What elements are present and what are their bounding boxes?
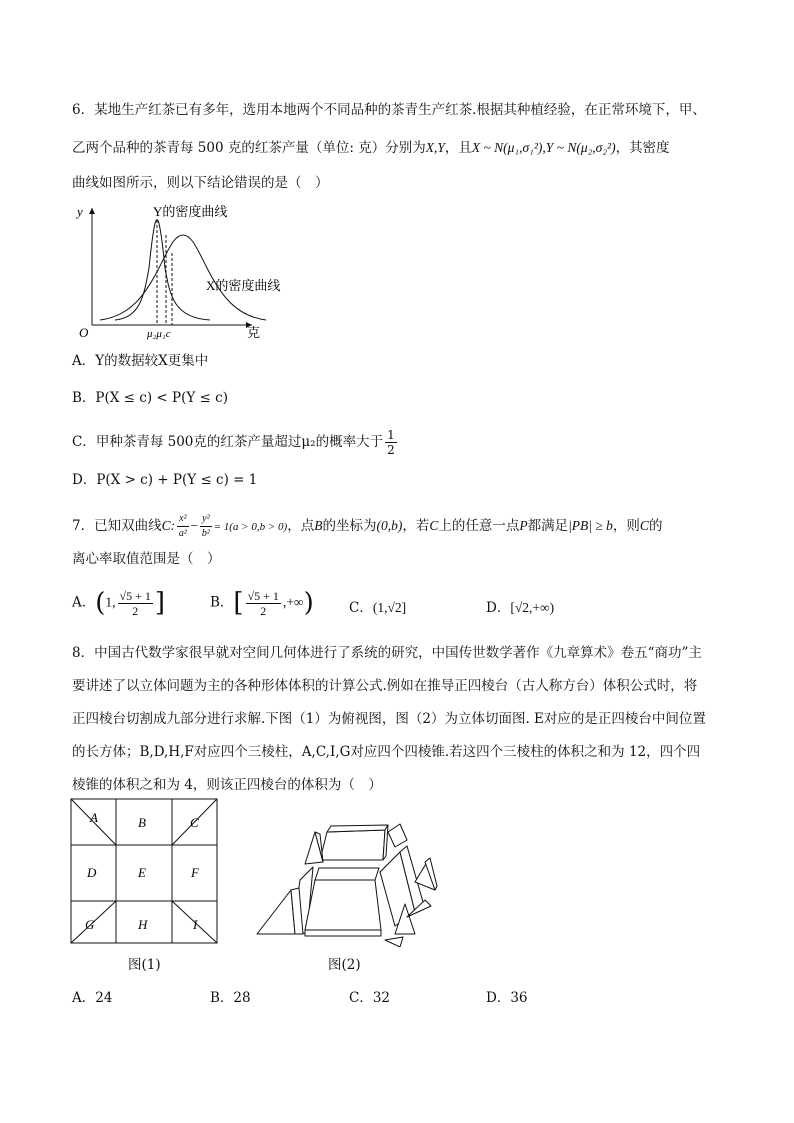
cell-c: C xyxy=(190,815,199,830)
cut-view-figure xyxy=(255,822,445,947)
q7-c-val: 1,√2 xyxy=(377,600,402,615)
q8-line-1: 8．中国古代数学家很早就对空间几何体进行了系统的研究，中国传世数学著作《九章算术》卷五“商功”主 xyxy=(72,645,702,661)
q6-distributions: X ~ N(μ₁,σ₁²),Y ~ N(μ₂,σ₂²) xyxy=(471,140,616,155)
origin-label: O xyxy=(79,325,89,340)
q7-b-post: ,+∞ xyxy=(282,594,304,610)
q7-a-num: √5 + 1 xyxy=(119,588,151,603)
figure-1-caption: 图(1) xyxy=(128,957,161,973)
q7-ineq: |PB| ≥ b xyxy=(568,518,613,533)
q6-line-1: 6．某地生产红茶已有多年，选用本地两个不同品种的茶青生产红茶.根据其种植经验，在正常环境下，甲、 xyxy=(72,102,706,118)
q7-b-frac xyxy=(246,589,281,618)
q7-b-num: √5 + 1 xyxy=(247,588,279,603)
y-axis-label: y xyxy=(77,204,83,219)
q7-b-label: B． xyxy=(210,594,234,611)
q6-option-b: B．P(X ≤ c) < P(Y ≤ c) xyxy=(72,390,228,406)
cell-a: A xyxy=(90,810,98,825)
q7-line-1 xyxy=(72,512,662,541)
q6-option-d: D．P(X > c) + P(Y ≤ c) = 1 xyxy=(72,472,258,488)
density-figure xyxy=(70,198,300,343)
q7-a-pre: 1, xyxy=(105,594,116,610)
y-curve-label: Y的密度曲线 xyxy=(153,204,228,219)
a2-den: a² xyxy=(178,528,187,539)
x2-over-a2 xyxy=(177,512,188,541)
q7-t3: ，若 xyxy=(402,518,430,534)
q6-l2-and: ，且 xyxy=(444,140,472,156)
q7-p: P xyxy=(519,518,528,533)
q6-xy: X,Y xyxy=(425,140,445,155)
q8-option-d: D．36 xyxy=(486,990,528,1006)
q7-option-b: B．[ $\frac{√5 + 1}{2}$ ,+∞) xyxy=(210,588,314,618)
q7-t1: ，点 xyxy=(287,518,315,534)
x-curve-label: X的密度曲线 xyxy=(206,278,281,293)
q7-conditions: = 1(a > 0,b > 0) xyxy=(213,521,288,533)
half-fraction xyxy=(385,428,397,457)
cell-f: F xyxy=(191,865,199,880)
y2-num: y² xyxy=(200,512,211,527)
cell-d: D xyxy=(87,865,97,880)
q6-line-3: 曲线如图所示，则以下结论错误的是（ ） xyxy=(72,175,329,191)
cell-i: I xyxy=(193,917,198,932)
q7-a-den: 2 xyxy=(132,603,139,618)
top-view-figure xyxy=(70,798,222,946)
q7-t7: 的 xyxy=(648,518,663,534)
cell-b: B xyxy=(138,815,146,830)
q8-option-b: B．28 xyxy=(210,990,251,1006)
q7-t4: 上的任意一点 xyxy=(438,518,520,534)
cell-e: E xyxy=(138,865,146,880)
y2-over-b2 xyxy=(200,512,211,541)
q8-line-4: 的长方体；B,D,H,F对应四个三棱柱，A,C,I,G对应四个四棱锥.若这四个三棱柱的体积之和为 12，四个四 xyxy=(72,744,701,760)
minus-sign: − xyxy=(190,518,199,533)
q8-option-c: C．32 xyxy=(349,990,391,1006)
q7-c-label-opt: C． xyxy=(349,600,373,616)
q6-optc-text: C．甲种茶青每 500克的红茶产量超过μ₂的概率大于 xyxy=(72,434,384,450)
q7-a-label: A． xyxy=(72,594,96,611)
b2-den: b² xyxy=(201,528,210,539)
q7-t2: 的坐标为 xyxy=(322,518,377,534)
q6-l2-tail: ，其密度 xyxy=(615,140,670,156)
q6-l2-text: 乙两个品种的茶青每 500 克的红茶产量（单位: 克）分别为 xyxy=(72,140,426,156)
half-den: 2 xyxy=(387,443,395,457)
q7-line-2: 离心率取值范围是（ ） xyxy=(72,551,221,567)
q6-option-a: A．Y的数据较X更集中 xyxy=(72,353,209,369)
q7-t5: 都满足 xyxy=(527,518,569,534)
q8-option-a: A．24 xyxy=(72,990,113,1006)
figure-2-caption: 图(2) xyxy=(328,957,361,973)
q7-a-frac xyxy=(118,589,153,618)
y-density-curve xyxy=(115,220,210,320)
q7-t6: ，则 xyxy=(612,518,640,534)
q7-option-a: A．(1, $\frac{√5 + 1}{2}$ ] xyxy=(72,588,166,618)
q7-b-den: 2 xyxy=(260,603,267,618)
q7-l1-prefix: 7．已知双曲线 xyxy=(72,518,162,534)
q8-line-5: 棱锥的体积之和为 4，则该正四棱台的体积为（ ） xyxy=(72,777,382,793)
q7-c-label: C: xyxy=(161,518,176,533)
cell-g: G xyxy=(85,917,95,932)
q6-option-c xyxy=(72,428,399,457)
q6-line-2 xyxy=(72,138,670,158)
q7-c2: C xyxy=(429,518,439,533)
q8-line-3: 正四棱台切割成九部分进行求解.下图（1）为俯视图，图（2）为立体切面图. E对应的是正四棱台中间位置 xyxy=(72,711,706,727)
q7-d-val: √2,+∞ xyxy=(514,600,550,615)
q7-option-d: D．[√2,+∞) xyxy=(486,600,555,616)
x2-num: x² xyxy=(177,512,188,527)
x-axis-label: 克 xyxy=(247,325,261,340)
q7-c3: C xyxy=(639,518,649,533)
q7-coord: (0,b) xyxy=(376,518,403,533)
q7-option-c: C．(1,√2] xyxy=(349,600,407,616)
q7-d-label: D． xyxy=(486,600,511,616)
cell-h: H xyxy=(138,917,148,932)
q7-b: B xyxy=(314,518,323,533)
tick-labels: μ₂μ₁c xyxy=(147,328,171,340)
half-num: 1 xyxy=(387,428,395,442)
q8-line-2: 要讲述了以立体问题为主的各种形体体积的计算公式.例如在推导正四棱台（古人称方台）体积公式时，将 xyxy=(72,678,698,694)
